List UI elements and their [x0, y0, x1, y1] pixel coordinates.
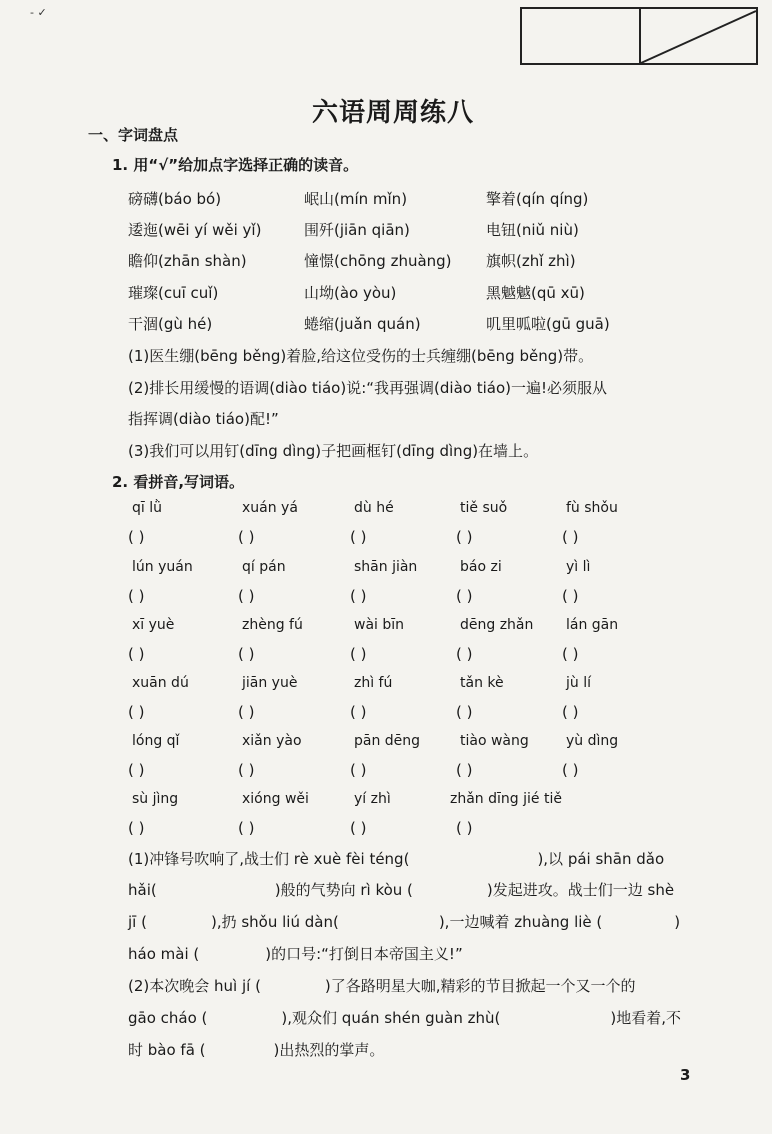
q1-sentence: (1)医生绷(bēng běng)着脸,给这位受伤的士兵缠绷(bēng běng)带。 — [128, 347, 594, 365]
fill-text: )地看着,不 — [610, 1009, 681, 1027]
q1-item: 擎着(qín qíng) — [486, 190, 589, 208]
answer-paren-blank[interactable]: ( ) — [350, 645, 367, 663]
fill-sentence-2 — [128, 975, 636, 996]
pinyin-prompt: fù shǒu — [566, 500, 618, 516]
answer-paren-blank[interactable]: ( ) — [238, 703, 255, 721]
pinyin-prompt: tǎn kè — [460, 675, 504, 691]
question-1: 1. 用“√”给加点字选择正确的读音。 — [112, 156, 359, 174]
pinyin-prompt: lóng qǐ — [132, 733, 180, 749]
pinyin-prompt: yù dìng — [566, 733, 619, 749]
fill-sentence-1 — [128, 911, 680, 932]
fill-sentence-1 — [128, 943, 463, 964]
q1-item: 电钮(niǔ niù) — [486, 221, 579, 239]
fill-text: ),一边喊着 zhuàng liè ( — [438, 913, 603, 931]
fill-sentence-2 — [128, 1039, 384, 1060]
pinyin-prompt: dù hé — [354, 500, 394, 516]
fill-text: (2)本次晚会 huì jí ( — [128, 977, 261, 995]
answer-paren-blank[interactable]: ( ) — [456, 703, 473, 721]
answer-paren-blank[interactable]: ( ) — [350, 703, 367, 721]
pinyin-prompt: zhèng fú — [242, 617, 303, 633]
fill-text: ),以 pái shān dǎo — [537, 850, 665, 868]
q1-item: 干涸(gù hé) — [128, 315, 213, 333]
pinyin-prompt: xī yuè — [132, 617, 175, 633]
pinyin-prompt: tiào wàng — [460, 733, 529, 749]
fill-text: háo mài ( — [128, 945, 200, 963]
pinyin-prompt: báo zi — [460, 559, 502, 575]
answer-paren-blank[interactable]: ( ) — [128, 528, 145, 546]
answer-paren-blank[interactable]: ( ) — [562, 587, 579, 605]
fill-text: (1)冲锋号吹响了,战士们 rè xuè fèi téng( — [128, 850, 410, 868]
q1-item: 磅礴(báo bó) — [128, 190, 222, 208]
section-heading: 一、字词盘点 — [88, 126, 179, 144]
answer-paren-blank[interactable]: ( ) — [456, 761, 473, 779]
q1-item: 瞻仰(zhān shàn) — [128, 252, 247, 270]
pinyin-prompt: shān jiàn — [354, 559, 418, 575]
answer-paren-blank[interactable]: ( ) — [350, 761, 367, 779]
fill-text: gāo cháo ( — [128, 1009, 208, 1027]
q1-item: 憧憬(chōng zhuàng) — [304, 252, 452, 270]
answer-paren-blank[interactable]: ( ) — [562, 645, 579, 663]
answer-paren-blank[interactable]: ( ) — [456, 528, 473, 546]
fill-text: )的口号:“打倒日本帝国主义!” — [265, 945, 463, 963]
answer-paren-blank[interactable]: ( ) — [456, 645, 473, 663]
pinyin-prompt: lún yuán — [132, 559, 193, 575]
answer-paren-blank[interactable]: ( ) — [562, 703, 579, 721]
fill-sentence-1 — [128, 848, 664, 869]
q1-item: 璀璨(cuī cuǐ) — [128, 284, 219, 302]
answer-paren-blank[interactable]: ( ) — [350, 528, 367, 546]
pinyin-prompt: xuān dú — [132, 675, 189, 691]
fill-text: jī ( — [128, 913, 147, 931]
pinyin-prompt: qī lǜ — [132, 500, 162, 516]
answer-paren-blank[interactable]: ( ) — [350, 587, 367, 605]
score-box-slash — [522, 9, 758, 65]
pinyin-prompt: jiān yuè — [242, 675, 298, 691]
fill-text: ),观众们 quán shén guàn zhù( — [281, 1009, 501, 1027]
fill-text: hǎi( — [128, 881, 157, 899]
pinyin-prompt: zhì fú — [354, 675, 393, 691]
q1-item: 岷山(mín mǐn) — [304, 190, 408, 208]
pinyin-prompt: xióng wěi — [242, 791, 309, 807]
answer-paren-blank[interactable]: ( ) — [456, 587, 473, 605]
answer-paren-blank[interactable]: ( ) — [456, 819, 473, 837]
q1-item: 黑魆魆(qū xū) — [486, 284, 585, 302]
pinyin-prompt: xiǎn yào — [242, 733, 302, 749]
fill-text: )般的气势向 rì kòu ( — [274, 881, 413, 899]
fill-text: 时 bào fā ( — [128, 1041, 206, 1059]
q1-item: 蜷缩(juǎn quán) — [304, 315, 421, 333]
question-2: 2. 看拼音,写词语。 — [112, 473, 245, 491]
answer-paren-blank[interactable]: ( ) — [350, 819, 367, 837]
answer-paren-blank[interactable]: ( ) — [562, 761, 579, 779]
answer-paren-blank[interactable]: ( ) — [238, 587, 255, 605]
answer-paren-blank[interactable]: ( ) — [238, 528, 255, 546]
score-box — [520, 7, 758, 65]
q1-item: 旗帜(zhǐ zhì) — [486, 252, 576, 270]
fill-text: ) — [674, 913, 681, 931]
answer-paren-blank[interactable]: ( ) — [128, 761, 145, 779]
answer-paren-blank[interactable]: ( ) — [238, 819, 255, 837]
pinyin-prompt: zhǎn dīng jié tiě — [450, 791, 562, 807]
pinyin-prompt: xuán yá — [242, 500, 298, 516]
q1-item: 叽里呱啦(gū guā) — [486, 315, 610, 333]
pinyin-prompt: wài bīn — [354, 617, 405, 633]
answer-paren-blank[interactable]: ( ) — [128, 703, 145, 721]
answer-paren-blank[interactable]: ( ) — [238, 761, 255, 779]
pinyin-prompt: dēng zhǎn — [460, 617, 534, 633]
pinyin-prompt: qí pán — [242, 559, 286, 575]
q1-item: 逶迤(wēi yí wěi yǐ) — [128, 221, 262, 239]
q1-sentence: (3)我们可以用钉(dīng dìng)子把画框钉(dīng dìng)在墙上。 — [128, 442, 539, 460]
pinyin-prompt: tiě suǒ — [460, 500, 508, 516]
fill-text: )发起进攻。战士们一边 shè — [486, 881, 675, 899]
pinyin-prompt: yí zhì — [354, 791, 391, 807]
answer-paren-blank[interactable]: ( ) — [238, 645, 255, 663]
q1-item: 围歼(jiān qiān) — [304, 221, 410, 239]
answer-paren-blank[interactable]: ( ) — [128, 587, 145, 605]
fill-text: )出热烈的掌声。 — [273, 1041, 385, 1059]
answer-paren-blank[interactable]: ( ) — [128, 645, 145, 663]
pinyin-prompt: pān dēng — [354, 733, 421, 749]
q1-sentence: 指挥调(diào tiáo)配!” — [128, 410, 279, 428]
pinyin-prompt: jù lí — [566, 675, 591, 691]
pinyin-prompt: sù jìng — [132, 791, 179, 807]
pinyin-prompt: yì lì — [566, 559, 591, 575]
fill-text: ),扔 shǒu liú dàn( — [210, 913, 339, 931]
answer-paren-blank[interactable]: ( ) — [128, 819, 145, 837]
fill-text: )了各路明星大咖,精彩的节目掀起一个又一个的 — [324, 977, 636, 995]
fill-sentence-2 — [128, 1007, 681, 1028]
q1-item: 山坳(ào yòu) — [304, 284, 397, 302]
fill-sentence-1 — [128, 879, 674, 900]
page-title: 六语周周练八 — [312, 98, 475, 128]
q1-sentence: (2)排长用缓慢的语调(diào tiáo)说:“我再强调(diào tiáo)一遍!必须服从 — [128, 379, 607, 397]
page-number: 3 — [680, 1066, 691, 1084]
corner-mark: - ✓ — [30, 6, 47, 19]
pinyin-prompt: lán gān — [566, 617, 619, 633]
answer-paren-blank[interactable]: ( ) — [562, 528, 579, 546]
